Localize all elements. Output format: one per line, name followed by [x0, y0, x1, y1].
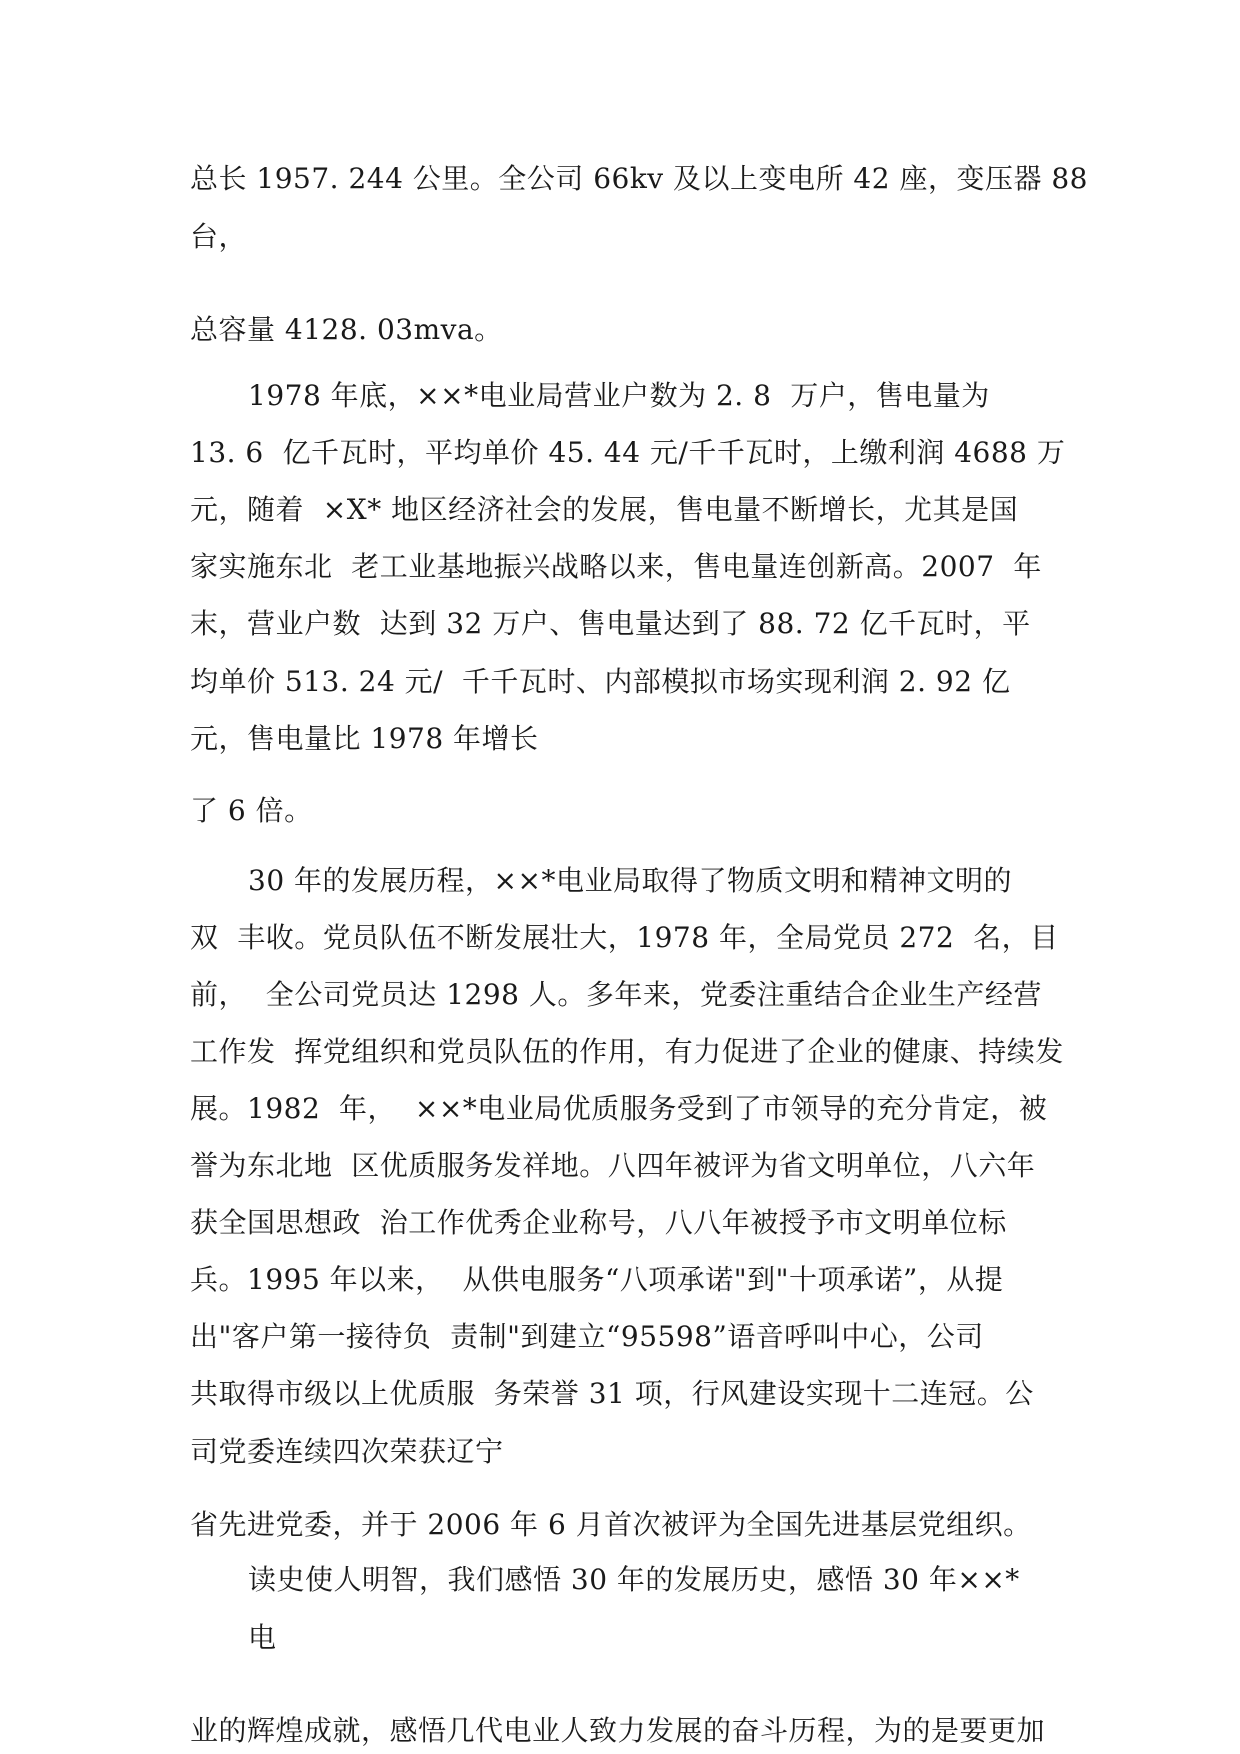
- text-line: 誉为东北地 区优质服务发祥地。八四年被评为省文明单位，八六年: [190, 1149, 1036, 1182]
- text-line: 司党委连续四次荣获辽宁: [190, 1435, 504, 1468]
- text-line: 获全国思想政 治工作优秀企业称号，八八年被授予市文明单位标: [190, 1206, 1007, 1239]
- text-line: 家实施东北 老工业基地振兴战略以来，售电量连创新高。2007 年: [190, 550, 1042, 583]
- text-line: 均单价 513. 24 元/ 千千瓦时、内部模拟市场实现利润 2. 92 亿: [190, 665, 1011, 698]
- text-line: 30 年的发展历程，××*电业局取得了物质文明和精神文明的: [248, 864, 1012, 897]
- text-line: 读史使人明智，我们感悟 30 年的发展历史，感悟 30 年××*: [248, 1563, 1020, 1596]
- text-line: 总长 1957. 244 公里。全公司 66kv 及以上变电所 42 座，变压器 88: [190, 162, 1088, 195]
- text-line: 末，营业户数 达到 32 万户、售电量达到了 88. 72 亿千瓦时，平: [190, 607, 1031, 640]
- text-line: 双 丰收。党员队伍不断发展壮大，1978 年，全局党员 272 名，目: [190, 921, 1059, 954]
- text-line: 13. 6 亿千瓦时，平均单价 45. 44 元/千千瓦时，上缴利润 4688 万: [190, 436, 1066, 469]
- text-line: 工作发 挥党组织和党员队伍的作用，有力促进了企业的健康、持续发: [190, 1035, 1064, 1068]
- text-line: 兵。1995 年以来， 从供电服务“八项承诺"到"十项承诺”，从提: [190, 1263, 1004, 1296]
- text-line: 台，: [190, 220, 248, 253]
- text-line: 展。1982 年， ××*电业局优质服务受到了市领导的充分肯定，被: [190, 1092, 1048, 1125]
- text-line: 共取得市级以上优质服 务荣誉 31 项，行风建设实现十二连冠。公: [190, 1377, 1034, 1410]
- text-line: 省先进党委，并于 2006 年 6 月首次被评为全国先进基层党组织。: [190, 1508, 1032, 1541]
- text-line: 出"客户第一接待负 责制"到建立“95598”语音呼叫中心，公司: [190, 1320, 984, 1353]
- text-line: 元，售电量比 1978 年增长: [190, 722, 539, 755]
- text-line: 总容量 4128. 03mva。: [190, 313, 503, 346]
- text-line: 业的辉煌成就，感悟几代电业人致力发展的奋斗历程，为的是要更加: [190, 1714, 1046, 1747]
- text-line: 1978 年底，××*电业局营业户数为 2. 8 万户，售电量为: [248, 379, 990, 412]
- text-line: 电: [248, 1621, 277, 1654]
- text-line: 了 6 倍。: [190, 794, 313, 827]
- text-line: 前， 全公司党员达 1298 人。多年来，党委注重结合企业生产经营: [190, 978, 1042, 1011]
- text-line: 元，随着 ×X* 地区经济社会的发展，售电量不断增长，尤其是国: [190, 493, 1019, 526]
